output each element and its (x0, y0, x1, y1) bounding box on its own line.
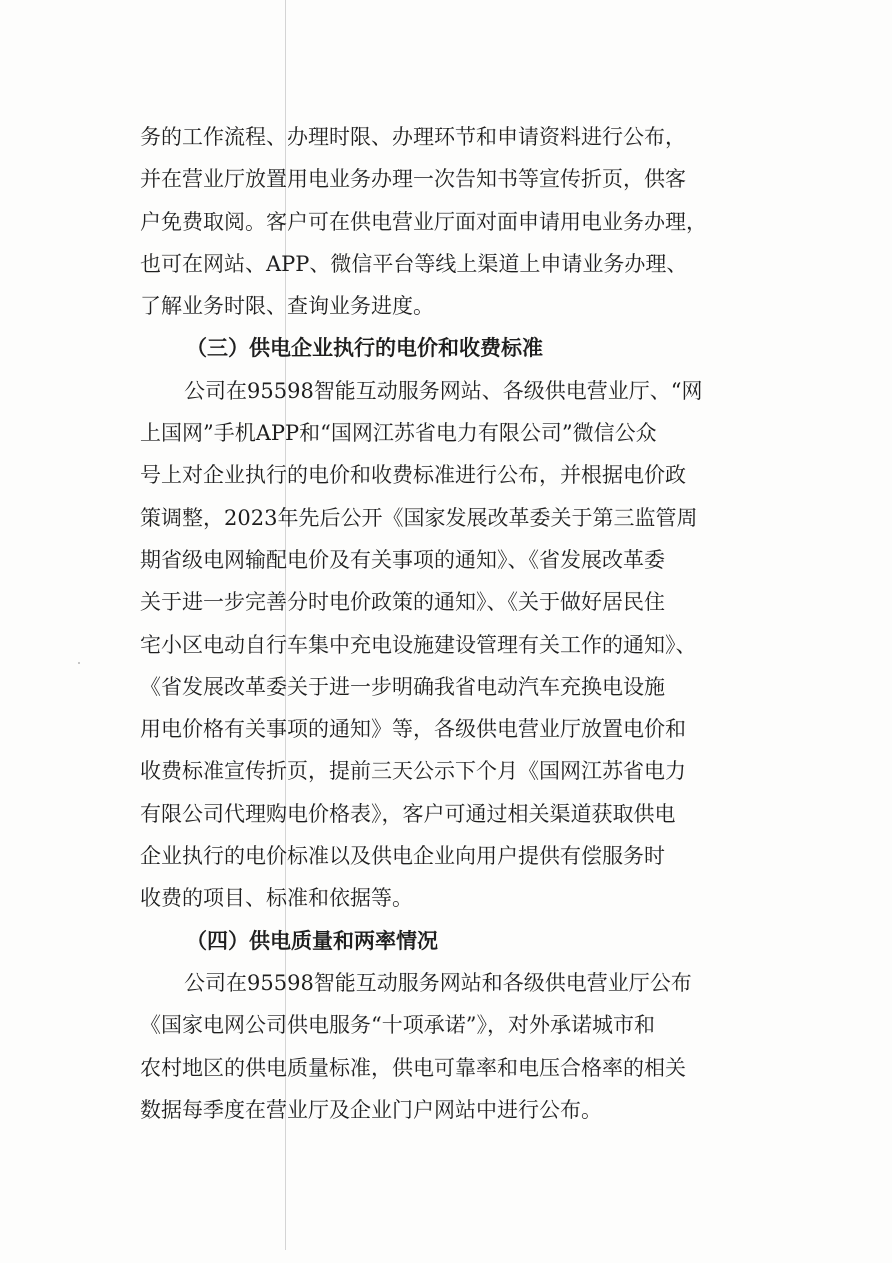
paragraph-1-line: 了解业务时限、查询业务进度。 (140, 294, 434, 319)
paragraph-2-line: 企业执行的电价标准以及供电企业向用户提供有偿服务时 (140, 844, 665, 869)
section-heading-3: （三）供电企业执行的电价和收费标准 (186, 336, 543, 361)
scan-speck (78, 662, 80, 664)
section-heading-4: （四）供电质量和两率情况 (186, 928, 438, 953)
paragraph-3-line: 数据每季度在营业厅及企业门户网站中进行公布。 (140, 1097, 602, 1122)
paragraph-2-line: 上国网”手机APP和“国网江苏省电力有限公司”微信公众 (140, 421, 657, 446)
paragraph-1-line: 也可在网站、APP、微信平台等线上渠道上申请业务办理、 (140, 251, 688, 276)
paragraph-1-line: 务的工作流程、办理时限、办理环节和申请资料进行公布， (140, 125, 686, 149)
paragraph-3-line: 公司在95598智能互动服务网站和各级供电营业厅公布 (184, 970, 692, 995)
paragraph-3-line: 《国家电网公司供电服务“十项承诺”》，对外承诺城市和 (140, 1013, 655, 1038)
paragraph-1-line: 户免费取阅。客户可在供电营业厅面对面申请用电业务办理， (140, 209, 707, 234)
paragraph-2-line: 收费的项目、标准和依据等。 (140, 886, 413, 911)
paragraph-2-line: 宅小区电动自行车集中充电设施建设管理有关工作的通知》、 (140, 632, 697, 657)
paragraph-2-line: 号上对企业执行的电价和收费标准进行公布，并根据电价政 (140, 463, 686, 488)
paragraph-1-line: 并在营业厅放置用电业务办理一次告知书等宣传折页，供客 (140, 167, 686, 192)
paragraph-2-line: 关于进一步完善分时电价政策的通知》、《关于做好居民住 (140, 590, 665, 615)
paragraph-2-line: 收费标准宣传折页，提前三天公示下个月《国网江苏省电力 (140, 759, 686, 784)
paragraph-2-line: 策调整，2023年先后公开《国家发展改革委关于第三监管周 (140, 505, 698, 530)
document-body (140, 116, 780, 1131)
paragraph-2-line: 《省发展改革委关于进一步明确我省电动汽车充换电设施 (140, 674, 665, 699)
paragraph-3-line: 农村地区的供电质量标准，供电可靠率和电压合格率的相关 (140, 1055, 686, 1080)
paragraph-2-line: 公司在95598智能互动服务网站、各级供电营业厅、“网 (184, 378, 703, 403)
paragraph-2-line: 期省级电网输配电价及有关事项的通知》、《省发展改革委 (140, 547, 665, 572)
paragraph-2-line: 用电价格有关事项的通知》等，各级供电营业厅放置电价和 (140, 717, 686, 742)
paragraph-2-line: 有限公司代理购电价格表》，客户可通过相关渠道获取供电 (140, 801, 676, 826)
